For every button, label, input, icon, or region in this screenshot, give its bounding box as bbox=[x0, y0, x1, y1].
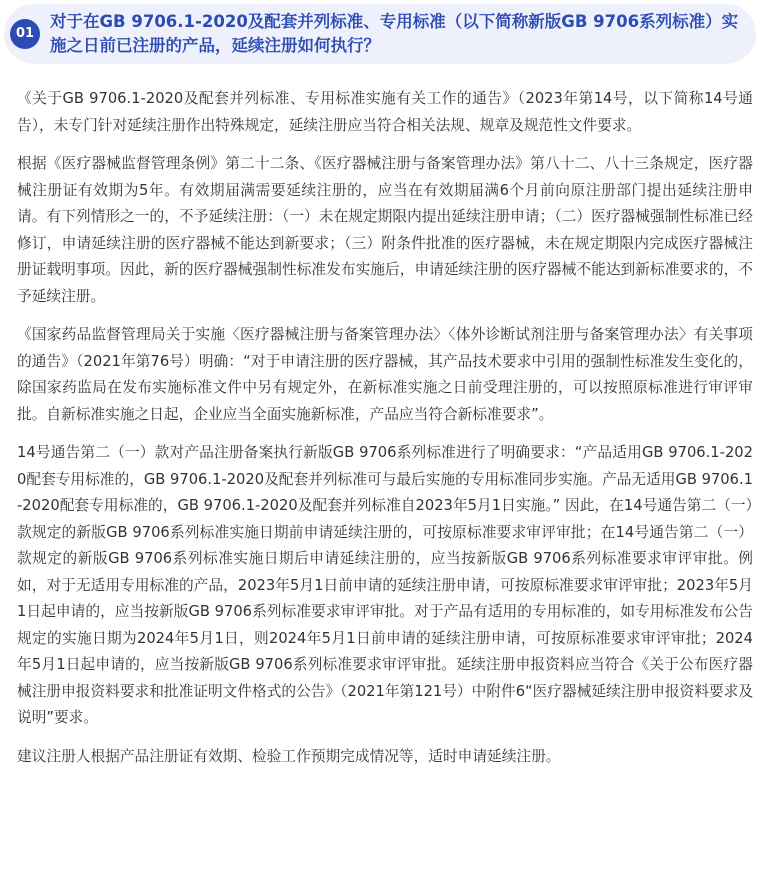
answer-paragraph: 14号通告第二（一）款对产品注册备案执行新版GB 9706系列标准进行了明确要求：“产品适用GB 9706.1-2020配套专用标准的，GB 9706.1-2020及配套并列标准可与最后实施的专用标准同步实施。产品无适用GB 9706.1-2020配套专用标准的，GB 9706.1-2020及配套并列标准自2023年5月1日实施。” 因此，在14号通告第二（一）款规定的新版GB 9706系列标准实施日期前申请延续注册的，可按原标准要求审评审批；在14号通告第二（一）款规定的新版GB 9706系列标准实施日期后申请延续注册的，应当按新版GB 9706系列标准要求审评审批。例如，对于无适用专用标准的产品，2023年5月1日前申请的延续注册申请，可按原标准要求审评审批；2023年5月1日起申请的，应当按新版GB 9706系列标准要求审评审批。对于产品有适用的专用标准的，如专用标准发布公告规定的实施日期为2024年5月1日，则2024年5月1日前申请的延续注册申请，可按原标准要求审评审批；2024年5月1日起申请的，应当按新版GB 9706系列标准要求审评审批。延续注册申报资料应当符合《关于公布医疗器械注册申报资料要求和批准证明文件格式的公告》（2021年第121号）中附件6“医疗器械延续注册申报资料要求及说明”要求。 bbox=[17, 444, 753, 726]
answer-paragraph: 建议注册人根据产品注册证有效期、检验工作预期完成情况等，适时申请延续注册。 bbox=[17, 747, 561, 765]
answer-paragraph: 《关于GB 9706.1-2020及配套并列标准、专用标准实施有关工作的通告》（2023年第14号，以下简称14号通告），未专门针对延续注册作出特殊规定，延续注册应当符合相关法规、规章及规范性文件要求。 bbox=[17, 90, 753, 134]
question-number-badge: 01 bbox=[10, 19, 40, 49]
answer-body bbox=[17, 86, 753, 782]
question-header bbox=[4, 4, 756, 64]
answer-paragraph: 《国家药品监督管理局关于实施〈医疗器械注册与备案管理办法〉〈体外诊断试剂注册与备案管理办法〉有关事项的通告》（2021年第76号）明确：“对于申请注册的医疗器械，其产品技术要求中引用的强制性标准发生变化的，除国家药监局在发布实施标准文件中另有规定外，在新标准实施之日前受理注册的，可以按照原标准进行审评审批。自新标准实施之日起，企业应当全面实施新标准，产品应当符合新标准要求”。 bbox=[17, 326, 753, 423]
answer-paragraph: 根据《医疗器械监督管理条例》第二十二条、《医疗器械注册与备案管理办法》第八十二、八十三条规定，医疗器械注册证有效期为5年。有效期届满需要延续注册的，应当在有效期届满6个月前向原注册部门提出延续注册申请。有下列情形之一的，不予延续注册：（一）未在规定期限内提出延续注册申请；（二）医疗器械强制性标准已经修订，申请延续注册的医疗器械不能达到新要求；（三）附条件批准的医疗器械，未在规定期限内完成医疗器械注册证载明事项。因此，新的医疗器械强制性标准发布实施后，申请延续注册的医疗器械不能达到新标准要求的，不予延续注册。 bbox=[17, 155, 753, 305]
question-title: 对于在GB 9706.1-2020及配套并列标准、专用标准（以下简称新版GB 9706系列标准）实施之日前已注册的产品，延续注册如何执行？ bbox=[50, 12, 739, 55]
